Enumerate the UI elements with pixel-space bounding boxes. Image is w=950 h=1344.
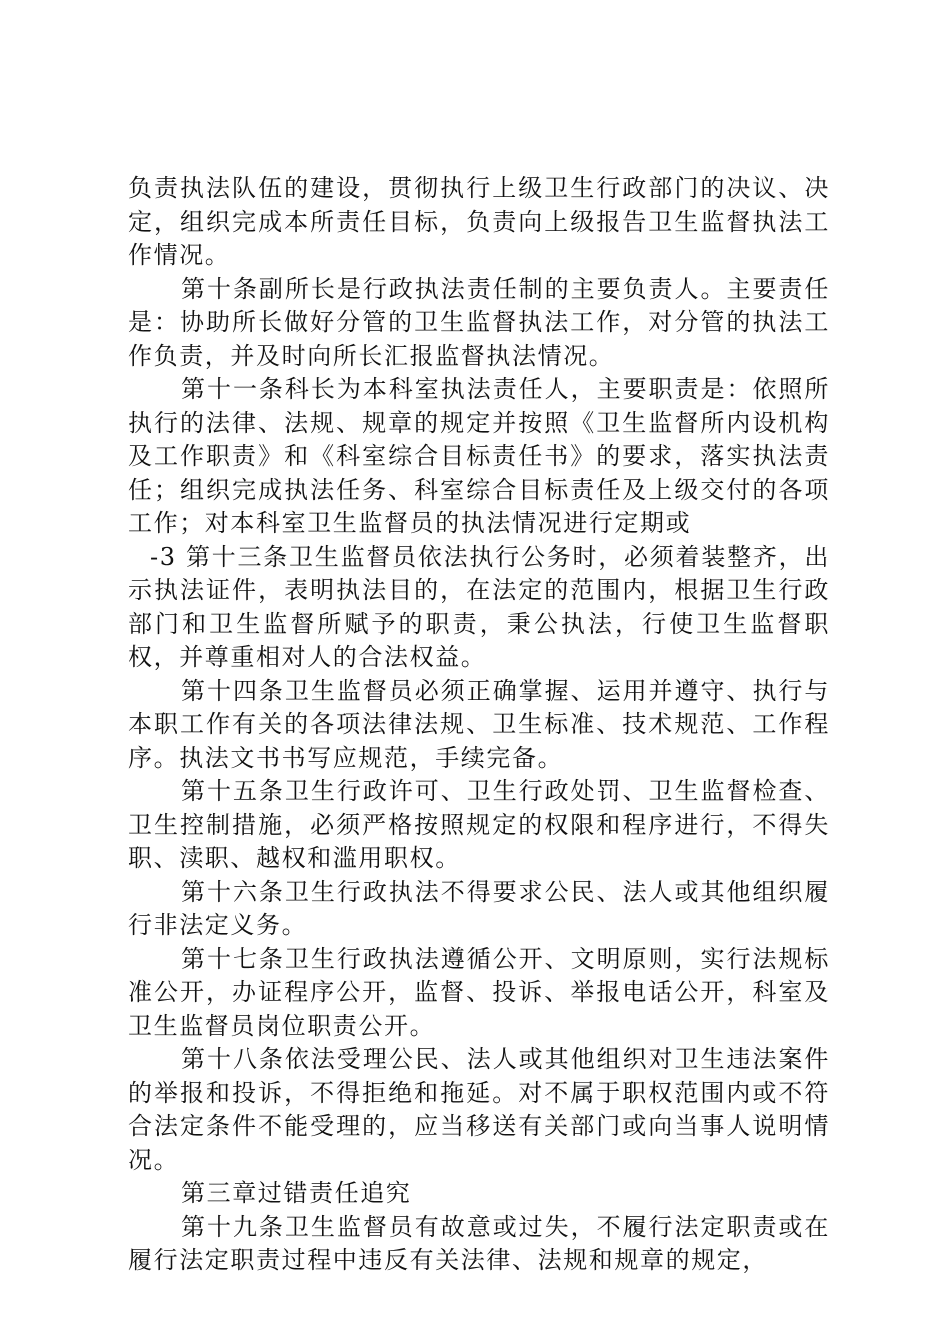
paragraph-article-10: 第十条副所长是行政执法责任制的主要负责人。主要责任是：协助所长做好分管的卫生监督执法工作，对分管的执法工作负责，并及时向所长汇报监督执法情况。 — [128, 274, 830, 370]
paragraph-article-15: 第十五条卫生行政许可、卫生行政处罚、卫生监督检查、卫生控制措施，必须严格按照规定的权限和程序进行，不得失职、渎职、越权和滥用职权。 — [128, 777, 830, 872]
document-body — [128, 172, 830, 1278]
paragraph-article-14: 第十四条卫生监督员必须正确掌握、运用并遵守、执行与本职工作有关的各项法律法规、卫生标准、技术规范、工作程序。执法文书书写应规范，手续完备。 — [128, 676, 830, 772]
paragraph-article-19: 第十九条卫生监督员有故意或过失，不履行法定职责或在履行法定职责过程中违反有关法律、法规和规章的规定， — [128, 1212, 830, 1274]
paragraph-article-11: 第十一条科长为本科室执法责任人，主要职责是：依照所执行的法律、法规、规章的规定并按照《卫生监督所内设机构及工作职责》和《科室综合目标责任书》的要求，落实执法责任；组织完成执法任务、科室综合目标责任及上级交付的各项工作；对本科室卫生监督员的执法情况进行定期或 — [128, 375, 830, 537]
paragraph-article-17: 第十七条卫生行政执法遵循公开、文明原则，实行法规标准公开，办证程序公开，监督、投诉、举报电话公开，科室及卫生监督员岗位职责公开。 — [128, 944, 830, 1040]
paragraph-continuation: 负责执法队伍的建设，贯彻执行上级卫生行政部门的决议、决定，组织完成本所责任目标，负责向上级报告卫生监督执法工作情况。 — [128, 174, 830, 269]
paragraph-article-18: 第十八条依法受理公民、法人或其他组织对卫生违法案件的举报和投诉，不得拒绝和拖延。对不属于职权范围内或不符合法定条件不能受理的，应当移送有关部门或向当事人说明情况。 — [128, 1045, 830, 1174]
paragraph-article-16: 第十六条卫生行政执法不得要求公民、法人或其他组织履行非法定义务。 — [128, 877, 830, 939]
chapter-heading: 第三章过错责任追究 — [181, 1179, 412, 1207]
paragraph-article-13: -3 第十三条卫生监督员依法执行公务时，必须着装整齐，出示执法证件，表明执法目的，在法定的范围内，根据卫生行政部门和卫生监督所赋予的职责，秉公执法，行使卫生监督职权，并尊重相对人的合法权益。 — [128, 542, 830, 671]
